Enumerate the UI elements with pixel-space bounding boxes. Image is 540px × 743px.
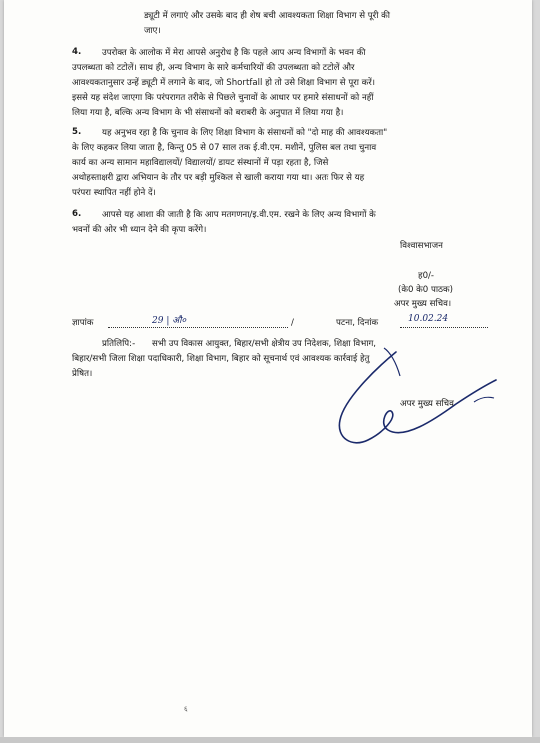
letter-date: 10.02.24 (408, 314, 449, 324)
paragraph-line: यह अनुभव रहा है कि चुनाव के लिए शिक्षा विभाग के संसाधनों को "दो माह की आवश्यकता" (102, 128, 388, 138)
copy-line: बिहार/सभी जिला शिक्षा पदाधिकारी, शिक्षा विभाग, बिहार को सूचनार्थ एवं आवश्यक कार्रवाई हेतु (72, 354, 370, 364)
continuation-line: ड्यूटी में लगाएं और उसके बाद ही शेष बची आवश्यकता शिक्षा विभाग से पूरी की (144, 11, 390, 21)
signature-designation: अपर मुख्य सचिव (400, 399, 454, 409)
copy-label: प्रतिलिपि:- (102, 339, 136, 349)
paragraph-line: कार्य का अन्य सामान महाविद्यालयों/ विद्यालयों/ डायट संस्थानों में पड़ा रहता है, जिसे (72, 158, 329, 168)
paragraph-line: परंपरा स्थापित नहीं होने दें। (72, 188, 156, 198)
copy-line: सभी उप विकास आयुक्त, बिहार/सभी क्षेत्रीय उप निदेशक, शिक्षा विभाग, (152, 339, 377, 349)
paragraph-number: 4. (72, 47, 82, 57)
scan-bottom-edge (0, 737, 540, 743)
paragraph-line: भवनों की ओर भी ध्यान देने की कृपा करेंगे। (72, 225, 207, 235)
paragraph-line: अथोहस्ताक्षरी द्वारा अभियान के तौर पर बड़ी मुश्किल से खाली कराया गया था। अतः फिर से यह (72, 173, 365, 183)
paragraph-line: उपलब्धता को टटोलें। साथ ही, अन्य विभाग के सारे कर्मचारियों की उपलब्धता को टटोलें और (72, 63, 355, 73)
paragraph-line: के लिए कहकर लिया जाता है, किन्तु 05 से 07 साल तक ई.वी.एम. मशीनें, पुलिस बल तथा चुनाव (72, 143, 377, 153)
memo-number: 29 | औ० (152, 316, 187, 326)
paragraph-line: आवश्यकतानुसार उन्हें ड्यूटी में लगाने के बाद, जो Shortfall हो तो उसे शिक्षा विभाग से पूरा करें। (72, 78, 376, 88)
paragraph-line: आपसे यह आशा की जाती है कि आप मतगणना/इ.वी.एम. रखने के लिए अन्य विभागों के (102, 210, 376, 220)
slash: / (291, 318, 294, 328)
continuation-line-end: जाए। (144, 26, 161, 36)
place-date-label: पटना, दिनांक (336, 318, 379, 328)
closing-salutation: विश्वासभाजन (400, 241, 443, 251)
copy-line: प्रेषित। (72, 369, 93, 379)
paragraph-number: 5. (72, 127, 82, 137)
signature-scribble (4, 0, 532, 737)
letter-page (4, 0, 532, 737)
paragraph-number: 6. (72, 209, 82, 219)
paragraph-line: इससे यह संदेश जाएगा कि परंपरागत तरीके से पिछले चुनावों के आधार पर हमारे संसाधनों को नहीं (72, 93, 374, 103)
signed-mark: ह0/- (418, 271, 435, 281)
signatory-designation: अपर मुख्य सचिव। (394, 299, 452, 309)
memo-label: ज्ञापांक (72, 318, 94, 328)
paragraph-line: उपरोक्त के आलोक में मेरा आपसे अनुरोध है कि पहले आप अन्य विभागों के भवन की (102, 48, 366, 58)
paragraph-line: लिया गया है, बल्कि अन्य विभाग के भी संसाधनों को बराबरी के अनुपात में लिया गया है। (72, 108, 344, 118)
signatory-name: (के0 के0 पाठक) (398, 285, 454, 295)
page-mark: ६ (184, 705, 188, 713)
